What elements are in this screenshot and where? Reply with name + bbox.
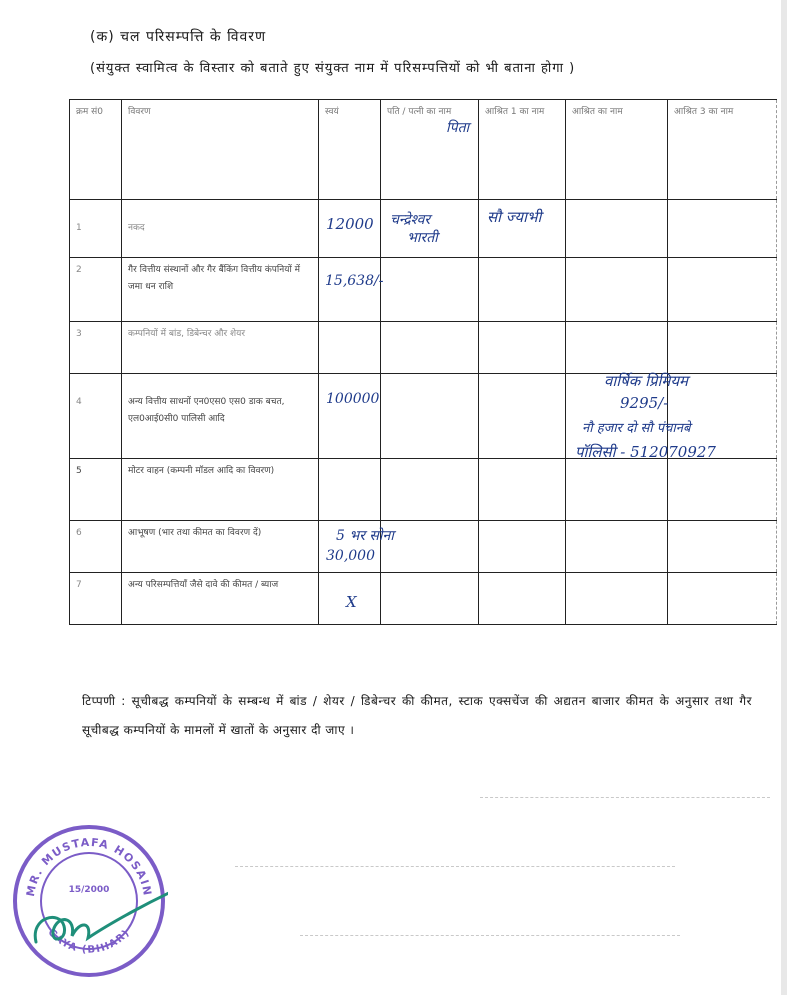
row-dep1-cell	[479, 521, 566, 573]
row-dep2-cell	[566, 200, 668, 258]
row-dep3-cell	[668, 459, 777, 521]
row-self-cell	[319, 322, 381, 374]
table-row	[70, 322, 777, 374]
handwritten-claims-self: X	[346, 593, 357, 611]
handwritten-other-financial-self: 100000	[326, 391, 380, 407]
header-dependent-3: आश्रित 3 का नाम	[668, 100, 777, 200]
row-dep2-cell	[566, 459, 668, 521]
official-stamp	[10, 822, 168, 980]
row-sno: 4	[70, 374, 122, 459]
header-dependent-1: आश्रित 1 का नाम	[479, 100, 566, 200]
section-subheading: (संयुक्त स्वामित्व के विस्तार को बताते हुए संयुक्त नाम में परिसम्पत्तियों को भी बताना होगा )	[90, 61, 576, 76]
row-self-cell	[319, 374, 381, 459]
handwritten-lic-premium: वार्षिक प्रिमियम	[604, 372, 689, 390]
handwritten-spouse-header: पिता	[446, 120, 470, 136]
row-details: अन्य परिसम्पत्तियाँ जैसे दावे की कीमत / ब्याज	[122, 573, 319, 625]
row-spouse-cell	[381, 258, 479, 322]
row-spouse-cell	[381, 322, 479, 374]
handwritten-lic-words: नौ हजार दो सौ पंचानबे	[582, 421, 691, 436]
row-details: गैर वित्तीय संस्थानों और गैर बैंकिंग वित्तीय कंपनियों में जमा धन राशि	[122, 258, 319, 322]
stamp-top-text: MR. MUSTAFA HOSAIN	[23, 835, 154, 898]
handwritten-cash-spouse-2: भारती	[407, 230, 438, 246]
row-dep1-cell	[479, 374, 566, 459]
row-dep3-cell	[668, 322, 777, 374]
row-details: कम्पनियों में बांड, डिबेन्चर और शेयर	[122, 322, 319, 374]
row-self-cell	[319, 459, 381, 521]
stamp-center-text: 15/2000	[68, 885, 110, 895]
row-dep1-cell	[479, 322, 566, 374]
row-dep1-cell	[479, 258, 566, 322]
handwritten-cash-dependent: सौ ज्याभी	[487, 208, 542, 226]
page-edge	[781, 0, 787, 995]
handwritten-cash-spouse-1: चन्द्रेश्वर	[390, 212, 431, 228]
row-spouse-cell	[381, 573, 479, 625]
table-row	[70, 459, 777, 521]
section-heading: (क) चल परिसम्पत्ति के विवरण	[90, 29, 267, 45]
row-spouse-cell	[381, 521, 479, 573]
row-details: आभूषण (भार तथा कीमत का विवरण दें)	[122, 521, 319, 573]
row-dep2-cell	[566, 258, 668, 322]
row-self-cell	[319, 258, 384, 322]
row-sno: 3	[70, 322, 122, 374]
table-header-row	[70, 100, 777, 200]
row-dep3-cell	[668, 521, 777, 573]
divider	[480, 797, 770, 798]
table-row	[70, 521, 777, 573]
row-sno: 1	[70, 200, 122, 258]
row-spouse-cell	[381, 374, 479, 459]
stamp-bottom-text: GAYA (BIHAR)	[45, 927, 133, 956]
row-dep2-cell	[566, 573, 668, 625]
handwritten-jewellery-value: 30,000	[326, 548, 375, 564]
row-dep2-cell	[566, 322, 668, 374]
table-row	[70, 573, 777, 625]
handwritten-deposits-self: 15,638/-	[325, 273, 384, 289]
row-dep3-cell	[668, 573, 777, 625]
header-dependent-2: आश्रित का नाम	[566, 100, 668, 200]
header-details: विवरण	[122, 100, 319, 200]
row-dep1-cell	[479, 459, 566, 521]
handwritten-lic-policy: पॉलिसी - 512070927	[575, 443, 716, 461]
row-dep1-cell	[479, 573, 566, 625]
row-dep2-cell	[566, 521, 668, 573]
row-dep3-cell	[668, 258, 777, 322]
row-sno: 5	[70, 459, 122, 521]
row-dep3-cell	[668, 200, 777, 258]
header-self: स्वयं	[319, 100, 381, 200]
table-row	[70, 258, 777, 322]
handwritten-cash-self: 12000	[326, 215, 374, 233]
handwritten-lic-amount: 9295/-	[620, 394, 669, 412]
row-details: अन्य वित्तीय साधनों एन0एस0 एस0 डाक बचत, एल0आई0सी0 पालिसी आदि	[122, 374, 319, 459]
row-sno: 7	[70, 573, 122, 625]
header-sno: क्रम सं0	[70, 100, 122, 200]
footnote: टिप्पणी : सूचीबद्ध कम्पनियों के सम्बन्ध में बांड / शेयर / डिबेन्चर की कीमत, स्टाक एक्सचेंज की अद्यतन बाजार कीमत के अनुसार तथा गैर सूचीबद्ध कम्पनियों के मामलों में खातों के अनुसार दी जाए ।	[82, 694, 752, 737]
divider	[300, 935, 680, 936]
row-details: नकद	[122, 200, 319, 258]
divider	[235, 866, 675, 867]
handwritten-jewellery-weight: 5 भर सोना	[336, 528, 394, 544]
row-details: मोटर वाहन (कम्पनी मॉडल आदि का विवरण)	[122, 459, 319, 521]
row-sno: 6	[70, 521, 122, 573]
movable-assets-table	[69, 99, 777, 625]
row-sno: 2	[70, 258, 122, 322]
row-spouse-cell	[381, 459, 479, 521]
header-spouse: पति / पत्नी का नाम	[381, 100, 479, 200]
